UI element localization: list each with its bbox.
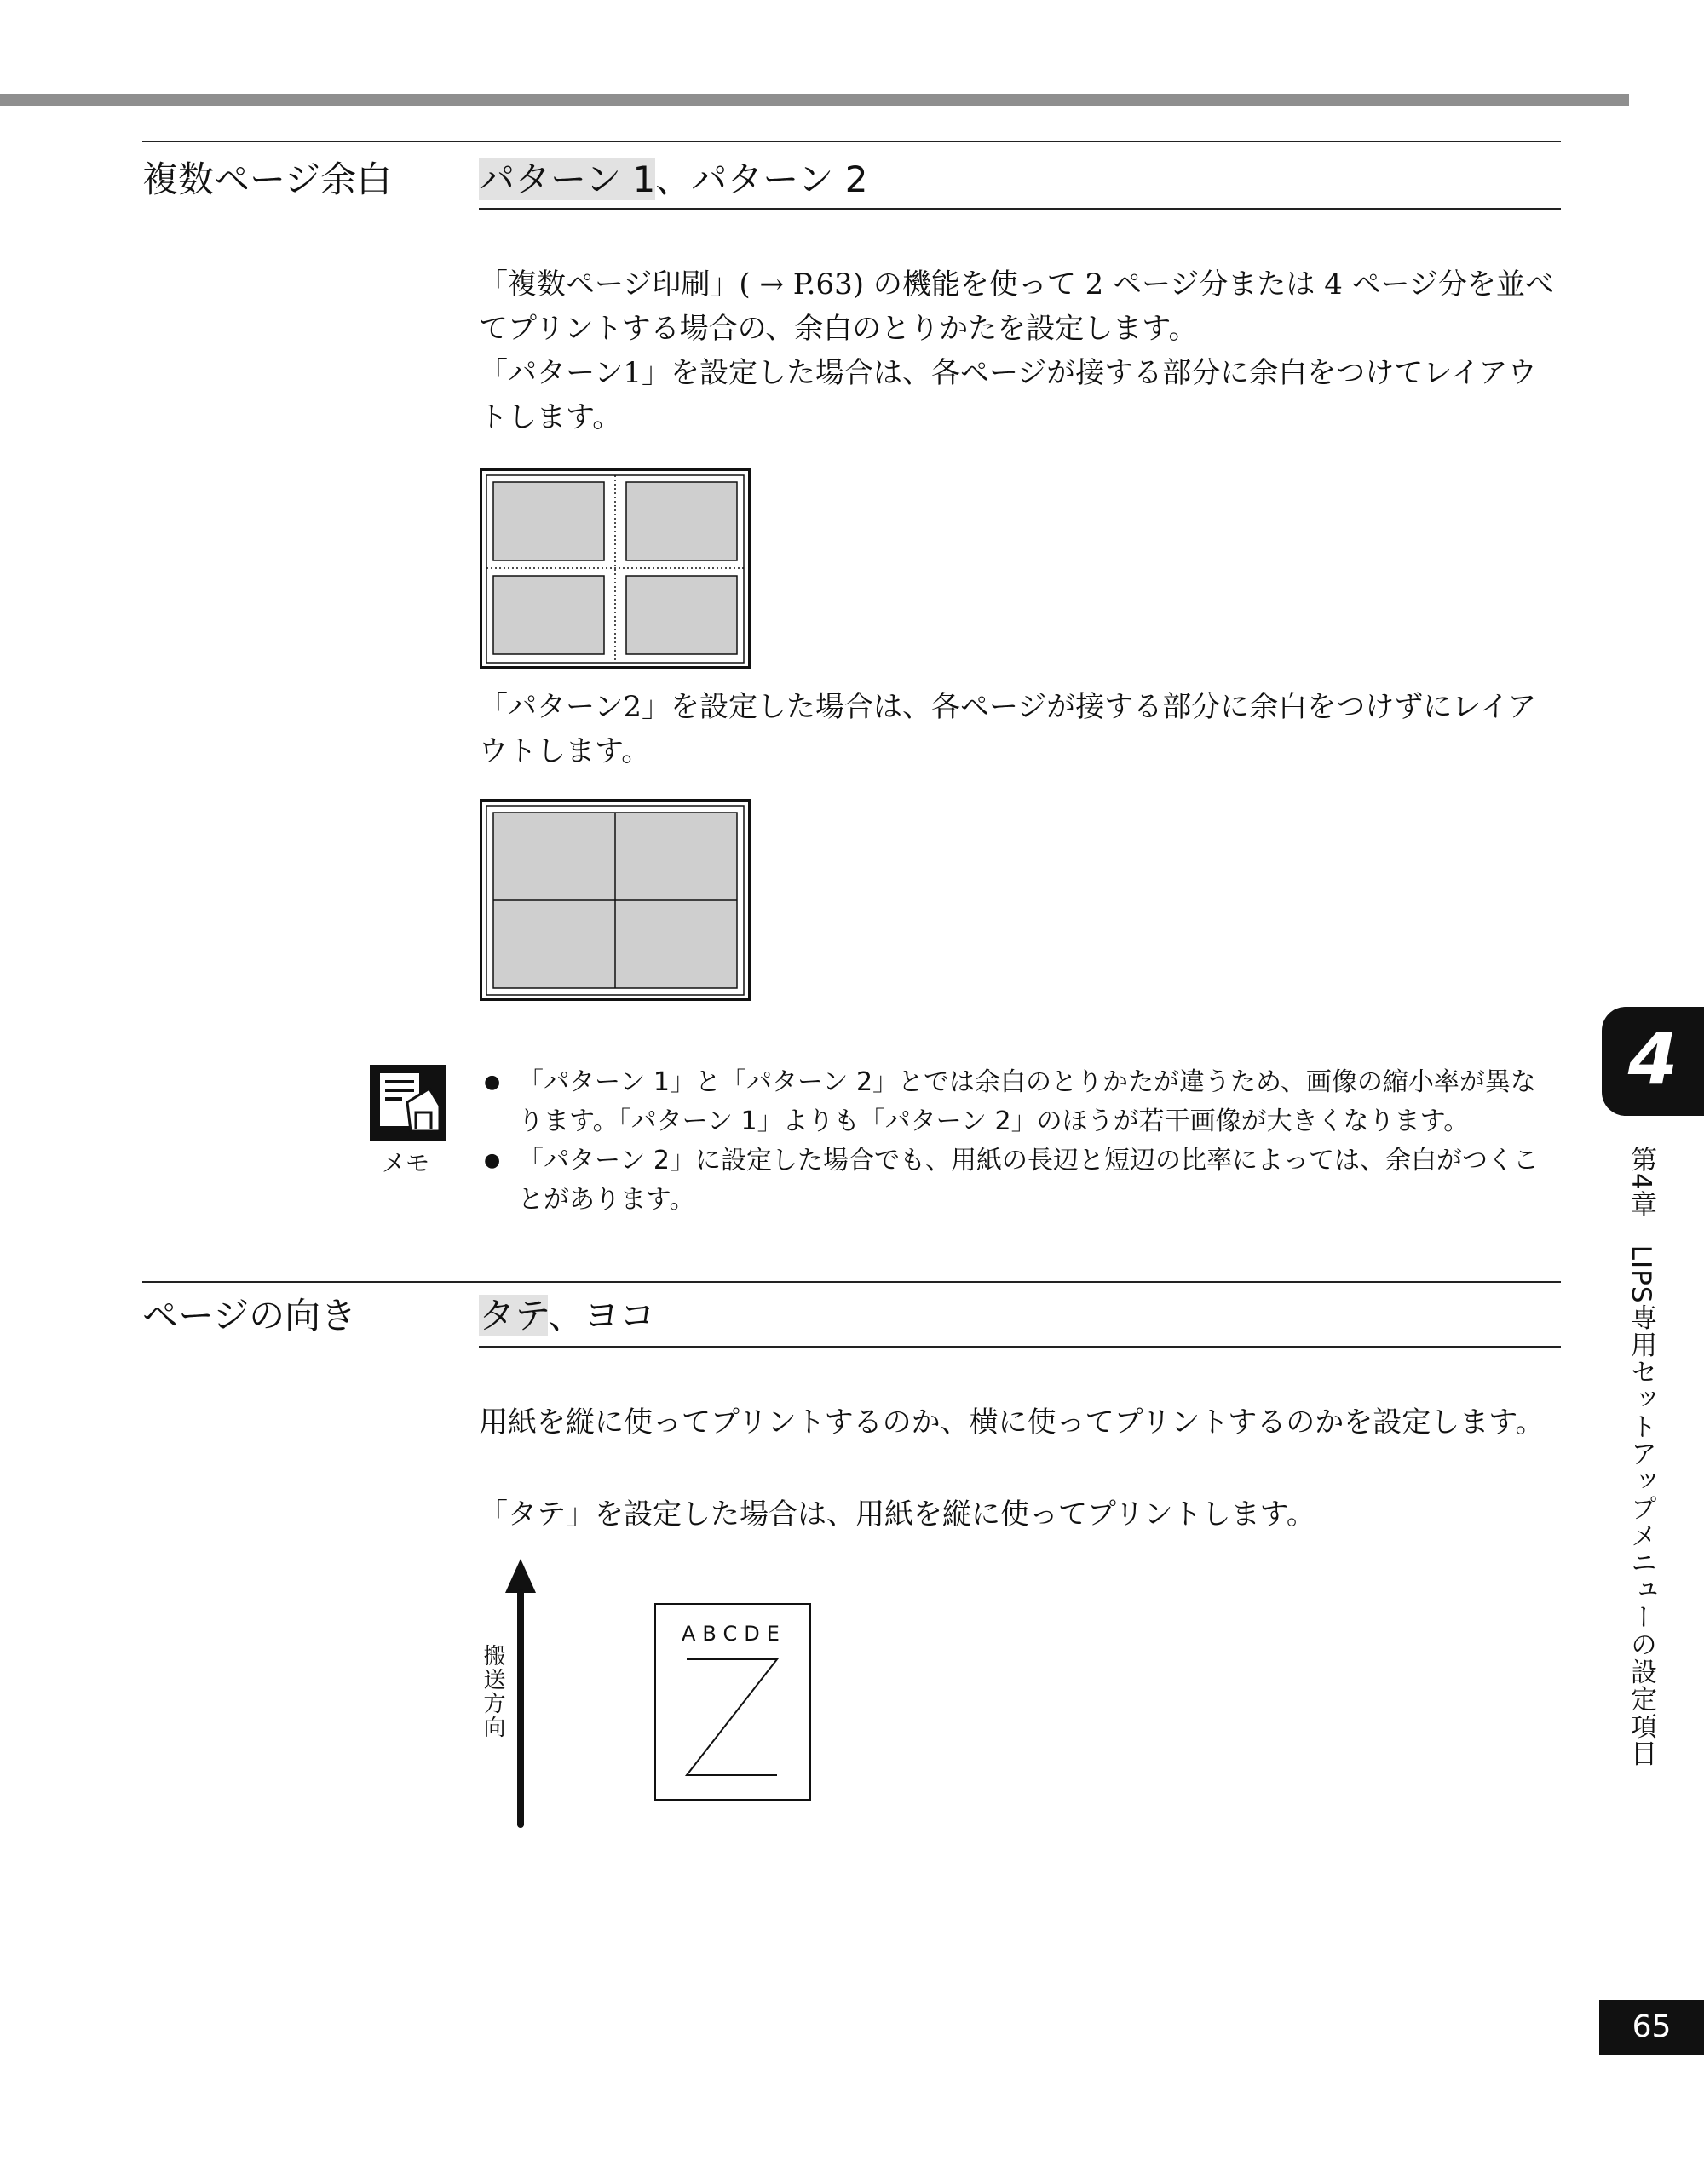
section-value-rule — [479, 208, 1561, 210]
memo-list — [479, 1063, 1552, 1220]
page-block — [493, 482, 604, 560]
paragraph: 「パターン1」を設定した場合は、各ページが接する部分に余白をつけてレイアウトします。 — [479, 356, 1537, 434]
memo-icon — [368, 1063, 448, 1143]
other-values: 、ヨコ — [548, 1295, 656, 1336]
paragraph: 「複数ページ印刷」( → P.63) の機能を使って 2 ページ分または 4 ページ分を並べてプリントする場合の、余白のとりかたを設定します。 — [479, 267, 1554, 346]
paragraph: 用紙を縦に使ってプリントするのか、横に使ってプリントするのかを設定します。 — [479, 1405, 1545, 1440]
page-block — [626, 482, 737, 560]
memo-item: ● 「パターン 2」に設定した場合でも、用紙の長辺と短辺の比率によっては、余白がつくことがあります。 — [479, 1141, 1552, 1220]
feed-direction-arrow-icon — [498, 1557, 550, 1830]
paper-glyph-z — [682, 1652, 784, 1780]
section-top-rule — [142, 141, 1561, 142]
memo-item: ● 「パターン 1」と「パターン 2」とでは余白のとりかたが違うため、画像の縮小率が異なります。「パターン 1」よりも「パターン 2」のほうが若干画像が大きくなります。 — [479, 1063, 1552, 1141]
chapter-tab — [1602, 1007, 1704, 1116]
default-value: パターン 1 — [479, 158, 656, 200]
page-number: 65 — [1599, 2000, 1704, 2055]
paragraph: 「タテ」を設定した場合は、用紙を縦に使ってプリントします。 — [479, 1497, 1315, 1532]
section-value-rule — [479, 1346, 1561, 1348]
memo-label: メモ — [382, 1149, 430, 1177]
page-block — [493, 576, 604, 654]
page-block — [626, 576, 737, 654]
pattern2-figure — [480, 799, 752, 1002]
section-top-rule — [142, 1281, 1561, 1283]
top-bar — [0, 94, 1629, 106]
chapter-title-vertical: 第4章 LIPS専用セットアップメニューの設定項目 — [1626, 1146, 1656, 1767]
section-values-orientation — [479, 1295, 656, 1336]
chapter-number: 4 — [1627, 1017, 1678, 1101]
paper-text: ABCDE — [682, 1622, 786, 1646]
feed-direction-label: 搬送方向 — [480, 1644, 505, 1739]
other-values: 、パターン 2 — [655, 158, 868, 200]
paragraph: 「パターン2」を設定した場合は、各ページが接する部分に余白をつけずにレイアウトします。 — [479, 690, 1537, 768]
section-label-multipage-margin: 複数ページ余白 — [142, 158, 393, 200]
section-values-multipage-margin — [479, 158, 868, 200]
section-label-orientation: ページの向き — [142, 1295, 357, 1336]
portrait-paper — [654, 1603, 811, 1801]
default-value: タテ — [479, 1295, 549, 1336]
pattern1-figure — [480, 468, 752, 670]
